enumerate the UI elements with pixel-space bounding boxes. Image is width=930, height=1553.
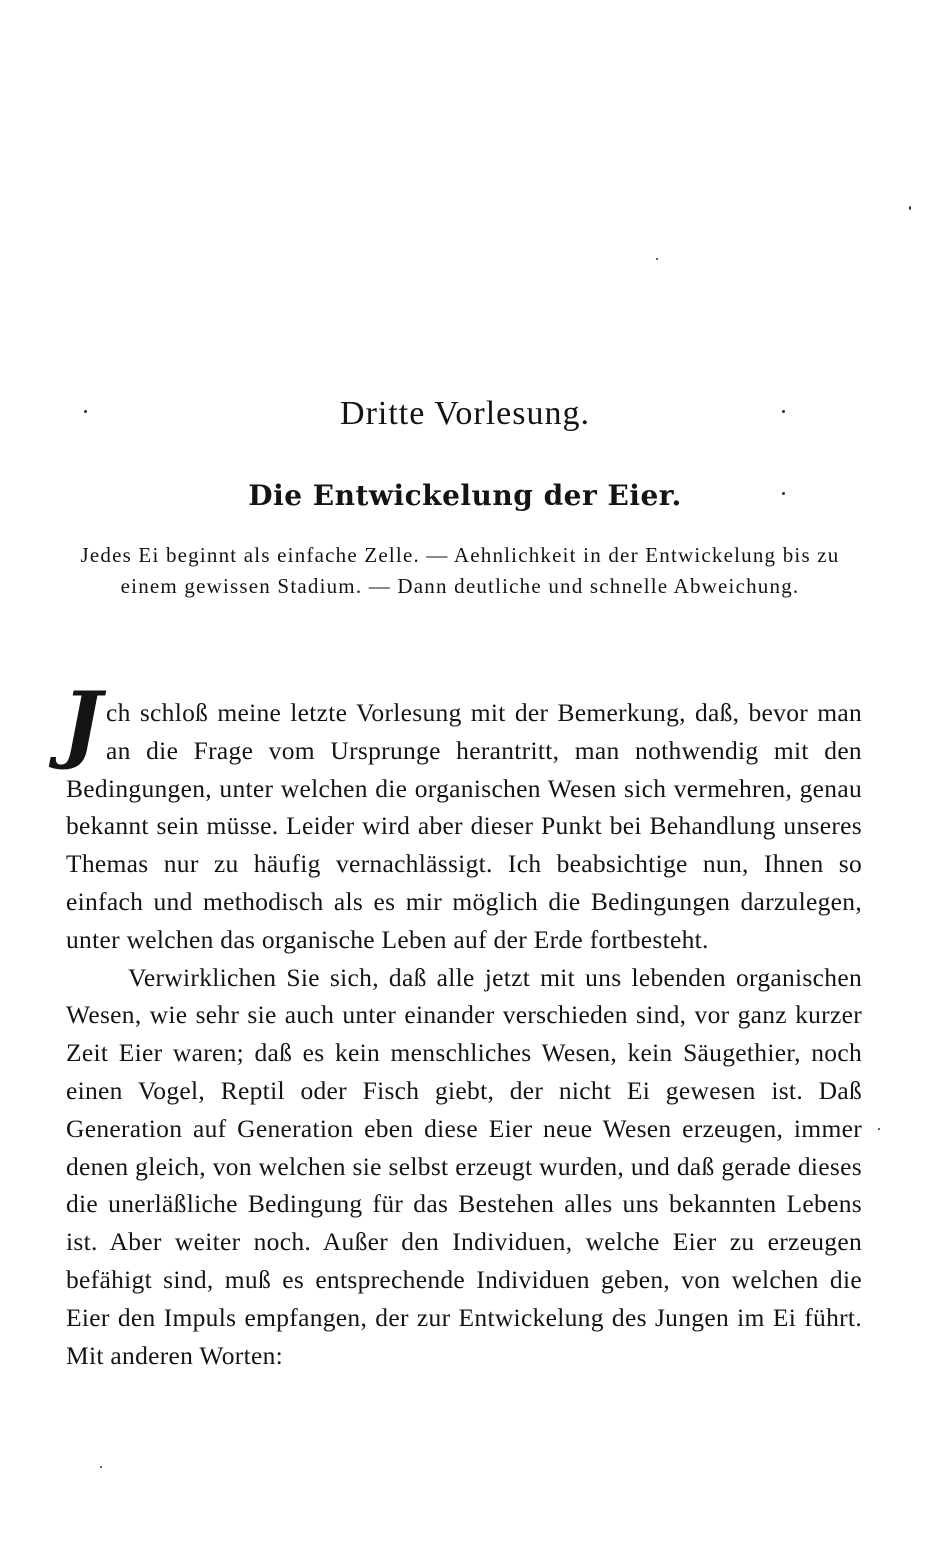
- chapter-summary: Jedes Ei beginnt als einfache Zelle. — Aehnlichkeit in der Entwickelung bis zu einem gewissen Stadium. — Dann deutliche und schnelle Abweichung.: [80, 543, 840, 598]
- print-speck: [100, 1466, 102, 1468]
- print-speck: [782, 492, 785, 495]
- print-speck: [782, 410, 785, 413]
- chapter-title: Dritte Vorlesung.: [340, 395, 590, 432]
- chapter-subtitle: Die Entwickelung der Eier.: [248, 479, 682, 512]
- paragraph-2: Verwirklichen Sie sich, daß alle jetzt mit uns lebenden organischen Wesen, wie sehr sie auch unter einander verschieden sind, vor ganz kurzer Zeit Eier waren; daß es kein menschliches Wesen, kein Säugethier, noch einen Vogel, Reptil oder Fisch giebt, der nicht Ei gewesen ist. Daß Generation auf Generation eben diese Eier neue Wesen erzeugen, immer denen gleich, von welchen sie selbst erzeugt wurden, und daß gerade dieses die unerläßliche Bedingung für das Bestehen alles uns bekannten Lebens ist. Aber weiter noch. Außer den Individuen, welche Eier zu erzeugen befähigt sind, muß es entsprechende Individuen geben, von welchen die Eier den Impuls empfangen, der zur Entwickelung des Jungen im Ei führt. Mit anderen Worten:: [66, 962, 862, 1370]
- print-speck: [84, 410, 87, 413]
- paragraph-1: [62, 673, 862, 959]
- print-speck: [909, 206, 911, 210]
- print-speck: [656, 258, 658, 260]
- print-speck: [878, 1128, 880, 1130]
- body-text: [62, 673, 862, 1374]
- paragraph-1-text: ch schloß meine letzte Vorlesung mit der Bemerkung, daß, bevor man an die Frage vom Ursprunge herantritt, man nothwendig mit den Bedingungen, unter welchen die organischen Wesen sich vermehren, genau bekannt sein müsse. Leider wird aber dieser Punkt bei Behandlung unseres Themas nur zu häufig vernachlässigt. Ich beabsichtige nun, Ihnen so einfach und methodisch als es mir möglich die Bedingungen darzulegen, unter welchen das organische Leben auf der Erde fortbesteht.: [66, 698, 862, 954]
- drop-cap: J: [62, 673, 103, 772]
